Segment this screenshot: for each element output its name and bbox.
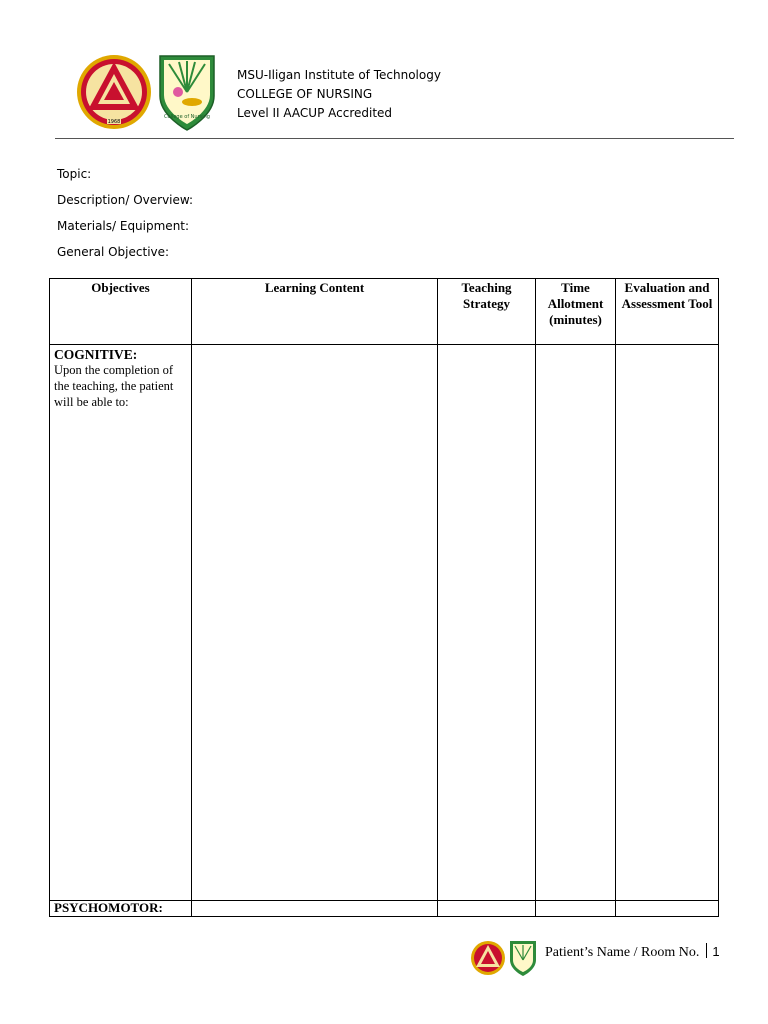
footer bbox=[545, 943, 720, 961]
footer-divider bbox=[706, 943, 707, 958]
evaluation-cell[interactable] bbox=[616, 345, 719, 901]
header-objectives: Objectives bbox=[50, 279, 192, 345]
topic-label: Topic: bbox=[57, 167, 92, 181]
general-objective-label: General Objective: bbox=[57, 245, 170, 259]
plan-fields bbox=[57, 166, 193, 270]
teaching-plan-table bbox=[49, 278, 719, 917]
svg-text:College of Nursing: College of Nursing bbox=[164, 114, 210, 120]
logo-group bbox=[74, 52, 220, 132]
table-row bbox=[50, 345, 719, 901]
cognitive-title: COGNITIVE: bbox=[54, 347, 138, 362]
header-time-allotment: Time Allotment (minutes) bbox=[536, 279, 616, 345]
description-label: Description/ Overview: bbox=[57, 193, 194, 207]
table-row bbox=[50, 901, 719, 917]
teaching-strategy-cell[interactable] bbox=[438, 345, 536, 901]
college-of-nursing-logo-icon bbox=[160, 56, 214, 130]
header-teaching-strategy: Teaching Strategy bbox=[438, 279, 536, 345]
header-logos bbox=[74, 52, 220, 132]
table-header-row bbox=[50, 279, 719, 345]
header-divider bbox=[55, 138, 734, 139]
psychomotor-title[interactable]: PSYCHOMOTOR: bbox=[50, 901, 192, 917]
institution-block bbox=[237, 66, 441, 123]
cognitive-cell[interactable] bbox=[50, 345, 192, 901]
learning-content-cell[interactable] bbox=[192, 345, 438, 901]
psychomotor-time-cell[interactable] bbox=[536, 901, 616, 917]
college-name: COLLEGE OF NURSING bbox=[237, 87, 373, 101]
psychomotor-evaluation-cell[interactable] bbox=[616, 901, 719, 917]
accreditation-text: Level II AACUP Accredited bbox=[237, 106, 393, 120]
svg-text:1968: 1968 bbox=[107, 119, 121, 125]
cognitive-text: Upon the completion of the teaching, the patient will be able to: bbox=[54, 363, 174, 409]
psychomotor-content-cell[interactable] bbox=[192, 901, 438, 917]
footer-logo-icon bbox=[470, 938, 540, 978]
time-allotment-cell[interactable] bbox=[536, 345, 616, 901]
materials-label: Materials/ Equipment: bbox=[57, 219, 190, 233]
psychomotor-strategy-cell[interactable] bbox=[438, 901, 536, 917]
msu-iit-seal-icon bbox=[77, 55, 151, 129]
page-number: 1 bbox=[712, 944, 720, 959]
patient-name-room-label: Patient’s Name / Room No. bbox=[545, 945, 700, 960]
institution-name: MSU-Iligan Institute of Technology bbox=[237, 68, 441, 82]
header-evaluation: Evaluation and Assessment Tool bbox=[616, 279, 719, 345]
header-learning-content: Learning Content bbox=[192, 279, 438, 345]
